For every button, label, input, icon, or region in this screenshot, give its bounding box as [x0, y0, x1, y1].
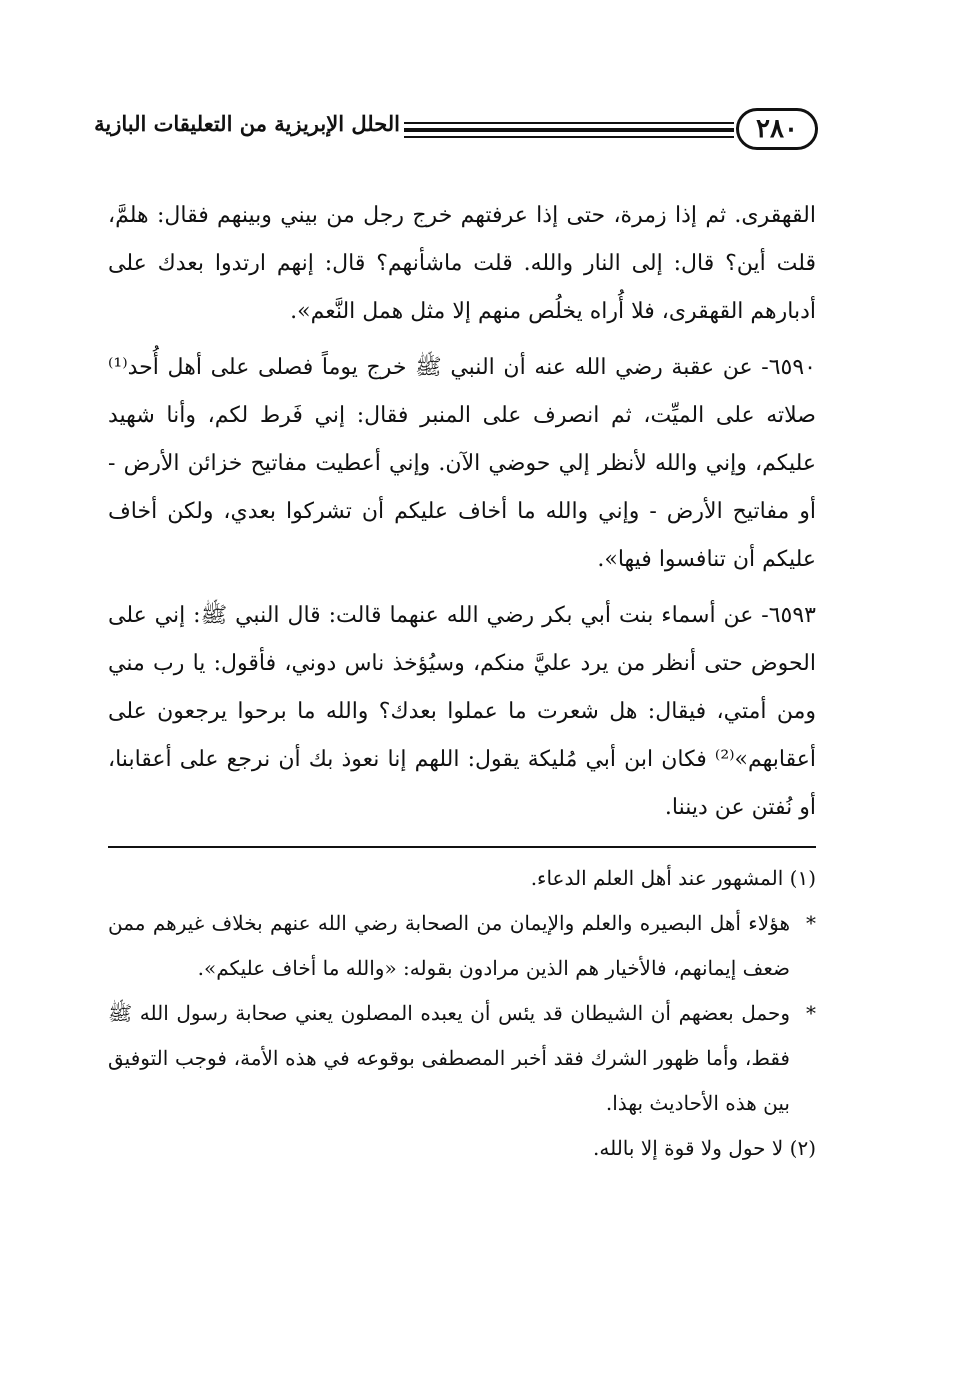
page-number: ٢٨٠	[756, 114, 798, 144]
header-rule	[404, 122, 734, 124]
running-header	[80, 108, 818, 154]
footnotes	[108, 856, 816, 1171]
footnote-note-text: وحمل بعضهم أن الشيطان قد يئس أن يعبده المصلون يعني صحابة رسول الله ﷺ فقط، وأما ظهور الشرك فقد أخبر المصطفى بوقوعه في هذه الأمة، فوجب التوفيق بين هذه الأحاديث بهذا.	[108, 1001, 790, 1115]
hadith-6593: ٦٥٩٣- عن أسماء بنت أبي بكر رضي الله عنهما قالت: قال النبي ﷺ: إني على الحوض حتى أنظر من يرد عليَّ منكم، وسيُؤخذ ناس دوني، فأقول: يا رب مني ومن أمتي، فيقال: هل شعرت ما عملوا بعدك؟ والله ما برحوا يرجعون على أعقابهم»⁽²⁾ فكان ابن أبي مُليكة يقول: اللهم إنا نعوذ بك أن نرجع على أعقابنا، أو نُفتن عن ديننا.	[108, 603, 816, 820]
asterisk-icon: *	[806, 911, 816, 935]
page-number-badge	[736, 108, 818, 150]
asterisk-icon: *	[806, 1001, 816, 1025]
running-title: الحلل الإبريزية من التعليقات البازية	[94, 111, 400, 136]
footnote-note-text: هؤلاء أهل البصيره والعلم والإيمان من الصحابة رضي الله عنهم بخلاف غيرهم ممن ضعف إيمانهم، فالأخيار هم الذين مرادون بقوله: «والله ما أخاف عليكم».	[108, 911, 790, 980]
footnote-note	[108, 901, 816, 991]
main-text	[108, 192, 816, 1171]
footnote-note	[108, 991, 816, 1126]
header-rule	[404, 128, 734, 132]
footnote-2: (٢) لا حول ولا قوة إلا بالله.	[593, 1136, 816, 1160]
footnote-1: (١) المشهور عند أهل العلم الدعاء.	[530, 866, 816, 890]
paragraph-continuation: القهقرى. ثم إذا زمرة، حتى إذا عرفتهم خرج رجل من بيني وبينهم فقال: هلمَّ، قلت أين؟ قال: إلى النار والله. قلت ماشأنهم؟ قال: إنهم ارتدوا بعدك على أدبارهم القهقرى، فلا أُراه يخلُص منهم إلا مثل همل النَّعم».	[108, 203, 816, 324]
header-rule	[404, 136, 734, 138]
hadith-6590: ٦٥٩٠- عن عقبة رضي الله عنه أن النبي ﷺ خرج يوماً فصلى على أهل أُحد⁽¹⁾ صلاته على الميِّت، ثم انصرف على المنبر فقال: إني فَرط لكم، وأنا شهيد عليكم، وإني والله لأنظر إلي حوضي الآن. وإني أعطيت مفاتيح خزائن الأرض - أو مفاتيح الأرض - وإني والله ما أخاف عليكم أن تشركوا بعدي، ولكن أخاف عليكم أن تنافسوا فيها».	[108, 355, 816, 572]
footnote-separator	[108, 846, 816, 848]
